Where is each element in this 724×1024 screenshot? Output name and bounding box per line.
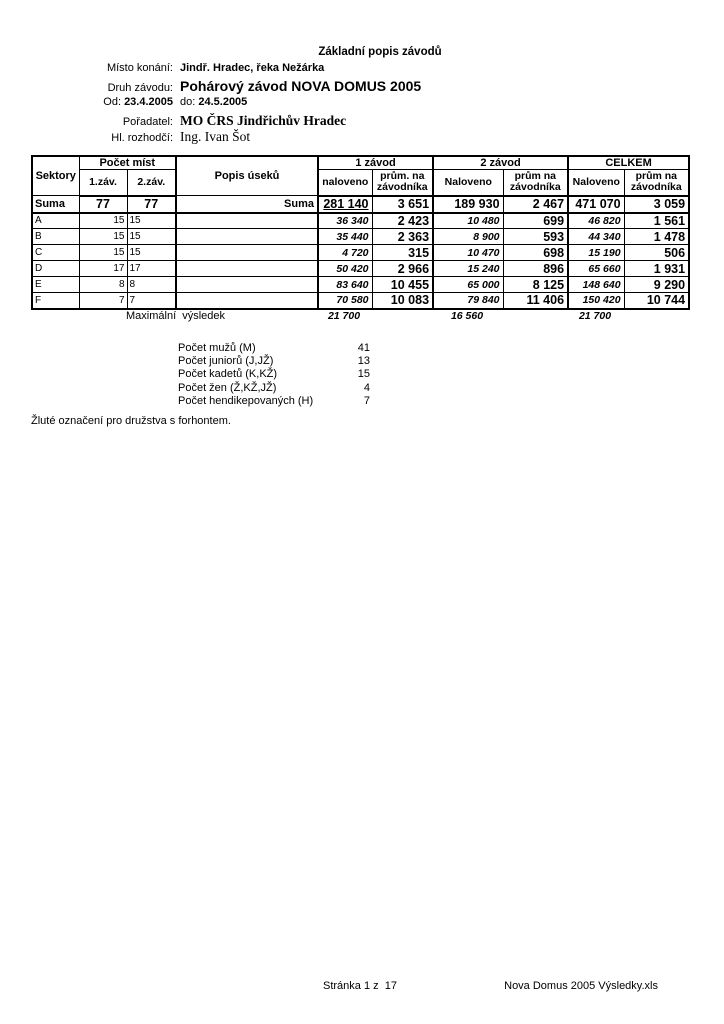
table-header-columns <box>32 170 689 196</box>
misto-konani-label: Místo konání: <box>106 62 173 74</box>
stat-row <box>178 368 378 381</box>
misto-konani-value: Jindř. Hradec, řeka Nežárka <box>180 62 325 74</box>
mista-1zav-cell: 7 <box>79 293 127 309</box>
prum-celkem-cell: 10 744 <box>624 293 689 309</box>
od-label-value <box>31 96 173 108</box>
stat-row <box>178 382 378 395</box>
poradatel-value: MO ČRS Jindřichův Hradec <box>180 113 347 128</box>
table-row-sector <box>32 229 689 245</box>
popis-cell <box>176 213 318 229</box>
col-header-prum-2: prům na závodníka <box>503 170 568 196</box>
prum-2-cell: 593 <box>503 229 568 245</box>
stat-value: 41 <box>357 342 370 354</box>
sector-cell: D <box>32 261 79 277</box>
prum-1-cell: 2 966 <box>372 261 433 277</box>
results-table <box>31 155 690 310</box>
col-header-sektory: Sektory <box>32 156 79 196</box>
maximal-result-row <box>31 308 688 323</box>
naloveno-2-cell: 15 240 <box>433 261 503 277</box>
druh-zavodu-value: Pohárový závod NOVA DOMUS 2005 <box>180 78 422 94</box>
sector-cell: F <box>32 293 79 309</box>
suma-naloveno-celkem: 471 070 <box>568 196 624 213</box>
field-od-do <box>31 96 687 113</box>
mista-2zav-cell: 15 <box>127 245 176 261</box>
maximal-result-2zavod: 16 560 <box>450 309 484 322</box>
table-header-groups <box>32 156 689 170</box>
mista-1zav-cell: 8 <box>79 277 127 293</box>
participant-stats <box>178 342 378 408</box>
naloveno-1-cell: 35 440 <box>318 229 372 245</box>
prum-1-cell: 10 455 <box>372 277 433 293</box>
stat-value: 13 <box>357 355 370 368</box>
mista-2zav-cell: 8 <box>127 277 176 293</box>
suma-prum-2: 2 467 <box>503 196 568 213</box>
table-row-sector <box>32 277 689 293</box>
prum-2-cell: 698 <box>503 245 568 261</box>
suma-prum-celkem: 3 059 <box>624 196 689 213</box>
prum-celkem-cell: 9 290 <box>624 277 689 293</box>
yellow-marking-note: Žluté označení pro družstva s forhontem. <box>31 415 231 427</box>
do-value: 24.5.2005 <box>198 96 248 108</box>
stat-label: Počet mužů (M) <box>178 342 256 354</box>
col-group-2-zavod: 2 závod <box>433 156 568 170</box>
field-misto-konani <box>31 62 687 78</box>
prum-1-cell: 2 363 <box>372 229 433 245</box>
prum-celkem-cell: 1 931 <box>624 261 689 277</box>
suma-prum-1: 3 651 <box>372 196 433 213</box>
col-header-naloveno-2: Naloveno <box>433 170 503 196</box>
stat-row <box>178 395 378 408</box>
prum-1-cell: 2 423 <box>372 213 433 229</box>
prum-2-cell: 8 125 <box>503 277 568 293</box>
table-row-sector <box>32 245 689 261</box>
suma-popis-cell: Suma <box>176 196 318 213</box>
suma-naloveno-1: 281 140 <box>318 196 372 213</box>
stat-label: Počet kadetů (K,KŽ) <box>178 368 278 381</box>
sector-cell: E <box>32 277 79 293</box>
od-value: 23.4.2005 <box>124 96 173 108</box>
col-header-prum-1: prům. na závodníka <box>372 170 433 196</box>
stat-row <box>178 355 378 368</box>
suma-sector-cell: Suma <box>32 196 79 213</box>
source-filename: Nova Domus 2005 Výsledky.xls <box>504 980 658 992</box>
do-label-value <box>180 96 687 108</box>
popis-cell <box>176 229 318 245</box>
table-row-suma <box>32 196 689 213</box>
naloveno-2-cell: 10 480 <box>433 213 503 229</box>
naloveno-celkem-cell: 44 340 <box>568 229 624 245</box>
mista-2zav-cell: 15 <box>127 213 176 229</box>
field-hl-rozhodci <box>31 129 687 145</box>
hl-rozhodci-label: Hl. rozhodčí: <box>111 132 173 144</box>
mista-1zav-cell: 15 <box>79 229 127 245</box>
hl-rozhodci-value: Ing. Ivan Šot <box>180 129 251 144</box>
document-header <box>31 62 687 145</box>
field-druh-zavodu <box>31 78 687 96</box>
stat-label: Počet žen (Ž,KŽ,JŽ) <box>178 381 277 394</box>
naloveno-1-cell: 50 420 <box>318 261 372 277</box>
suma-mista-2zav: 77 <box>127 196 176 213</box>
prum-2-cell: 896 <box>503 261 568 277</box>
druh-zavodu-label: Druh závodu: <box>107 82 173 94</box>
maximal-result-label: Maximální výsledek <box>126 309 226 322</box>
table-row-sector <box>32 293 689 309</box>
popis-cell <box>176 277 318 293</box>
popis-cell <box>176 261 318 277</box>
mista-1zav-cell: 17 <box>79 261 127 277</box>
prum-2-cell: 11 406 <box>503 293 568 309</box>
prum-celkem-cell: 1 561 <box>624 213 689 229</box>
popis-cell <box>176 293 318 309</box>
col-group-pocet-mist: Počet míst <box>79 156 176 170</box>
maximal-result-1zavod: 21 700 <box>327 309 361 322</box>
naloveno-celkem-cell: 15 190 <box>568 245 624 261</box>
naloveno-celkem-cell: 150 420 <box>568 293 624 309</box>
naloveno-1-cell: 4 720 <box>318 245 372 261</box>
table-row-sector <box>32 213 689 229</box>
col-header-2zav: 2.záv. <box>127 170 176 196</box>
naloveno-1-cell: 70 580 <box>318 293 372 309</box>
page-title: Základní popis závodů <box>318 46 442 58</box>
prum-celkem-cell: 1 478 <box>624 229 689 245</box>
prum-1-cell: 10 083 <box>372 293 433 309</box>
mista-2zav-cell: 17 <box>127 261 176 277</box>
naloveno-celkem-cell: 46 820 <box>568 213 624 229</box>
stat-row <box>178 342 378 355</box>
field-poradatel <box>31 113 687 129</box>
table-row-sector <box>32 261 689 277</box>
sector-cell: C <box>32 245 79 261</box>
stat-value: 7 <box>363 394 370 407</box>
do-label: do: <box>180 96 196 108</box>
naloveno-1-cell: 83 640 <box>318 277 372 293</box>
naloveno-2-cell: 65 000 <box>433 277 503 293</box>
suma-mista-1zav: 77 <box>79 196 127 213</box>
col-group-1-zavod: 1 závod <box>318 156 433 170</box>
mista-1zav-cell: 15 <box>79 245 127 261</box>
naloveno-2-cell: 10 470 <box>433 245 503 261</box>
naloveno-2-cell: 79 840 <box>433 293 503 309</box>
prum-2-cell: 699 <box>503 213 568 229</box>
mista-2zav-cell: 15 <box>127 229 176 245</box>
stat-value: 4 <box>363 381 370 394</box>
col-header-naloveno-celkem: Naloveno <box>568 170 624 196</box>
col-group-celkem: CELKEM <box>568 156 689 170</box>
mista-2zav-cell: 7 <box>127 293 176 309</box>
col-header-1zav: 1.záv. <box>79 170 127 196</box>
col-header-prum-celkem: prům na závodníka <box>624 170 689 196</box>
sector-cell: A <box>32 213 79 229</box>
od-label: Od: <box>103 96 121 108</box>
naloveno-celkem-cell: 148 640 <box>568 277 624 293</box>
stat-label: Počet juniorů (J,JŽ) <box>178 355 274 368</box>
col-header-naloveno-1: naloveno <box>318 170 372 196</box>
col-header-popis-useku: Popis úseků <box>176 156 318 196</box>
mista-1zav-cell: 15 <box>79 213 127 229</box>
prum-celkem-cell: 506 <box>624 245 689 261</box>
stat-value: 15 <box>357 368 370 381</box>
suma-naloveno-2: 189 930 <box>433 196 503 213</box>
sector-cell: B <box>32 229 79 245</box>
stat-label: Počet hendikepovaných (H) <box>178 394 314 407</box>
poradatel-label: Pořadatel: <box>122 116 173 128</box>
naloveno-1-cell: 36 340 <box>318 213 372 229</box>
naloveno-2-cell: 8 900 <box>433 229 503 245</box>
maximal-result-celkem: 21 700 <box>578 309 612 322</box>
prum-1-cell: 315 <box>372 245 433 261</box>
naloveno-celkem-cell: 65 660 <box>568 261 624 277</box>
page-number: Stránka 1 z 17 <box>323 980 397 992</box>
popis-cell <box>176 245 318 261</box>
